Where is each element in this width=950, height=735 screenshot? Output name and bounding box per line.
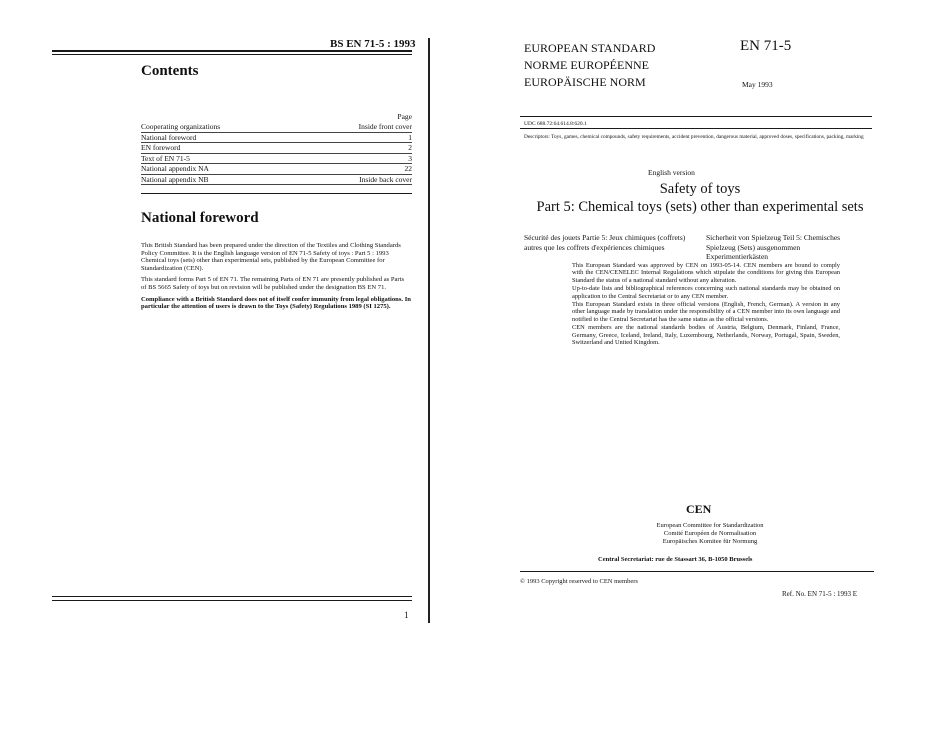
reference-number: Ref. No. EN 71-5 : 1993 E <box>782 590 858 598</box>
national-foreword-body <box>141 242 411 315</box>
german-title: Sicherheit von Spielzeug Teil 5: Chemisches Spielzeug (Sets) ausgenommen Experimentierkästen <box>706 233 841 261</box>
toc-entry-page: 2 <box>408 143 412 152</box>
body-paragraph: This European Standard exists in three official versions (English, French, German). A version in any other language made by translation under the responsibility of a CEN member into its own language and notified to the Central Secretariat has the same status as the official versions. <box>572 301 840 323</box>
footer-rule <box>52 596 412 597</box>
document-title <box>510 180 890 216</box>
french-title: Sécurité des jouets Partie 5: Jeux chimiques (coffrets) autres que les coffrets d'expériences chimiques <box>524 233 686 252</box>
udc-rule <box>520 116 872 117</box>
toc-entry-page: 1 <box>408 132 412 142</box>
toc-entry-page: 3 <box>408 153 412 163</box>
descriptors: Descriptors: Toys, games, chemical compounds, safety requirements, accident prevention, dangerous material, approved doses, specifications, packing, marking <box>524 134 864 140</box>
copyright: © 1993 Copyright reserved to CEN members <box>520 578 638 585</box>
title-line: Safety of toys <box>659 181 741 197</box>
cen-name-fr: Comité Européen de Normalisation <box>663 530 757 537</box>
toc-entry-page: Inside back cover <box>359 174 412 184</box>
header-rule-thin <box>52 54 412 55</box>
toc-entry-title: EN foreword <box>141 143 181 152</box>
cen-names <box>620 522 800 546</box>
standard-code: EN 71-5 <box>740 38 792 54</box>
footer-rule-thin <box>52 600 412 601</box>
copyright-rule <box>520 571 874 572</box>
toc-row[interactable] <box>141 175 412 186</box>
standard-name-de: EUROPÄISCHE NORM <box>524 75 646 89</box>
foreword-paragraph: This British Standard has been prepared under the direction of the Textiles and Clothing Standards Policy Committee. It is the English language version of EN 71-5 Safety of toys : Part 5 : 1993 Chemical toys (sets) other than experimental sets, published by the European Committee for Standardization (CEN). <box>141 242 401 272</box>
toc-entry-title: National foreword <box>141 132 197 142</box>
toc-row[interactable] <box>141 122 412 133</box>
toc-entry-page: Inside front cover <box>358 122 412 131</box>
standard-name-fr: NORME EUROPÉENNE <box>524 58 649 72</box>
section-rule <box>141 193 412 194</box>
cen-heading: CEN <box>686 502 712 516</box>
body-paragraph: This European Standard was approved by CEN on 1993-05-14. CEN members are bound to comply with the CEN/CENELEC Internal Regulations which stipulate the conditions for giving this European Standard the status of a national standard without any alteration. <box>572 262 840 284</box>
contents-title: Contents <box>141 63 199 79</box>
foreword-paragraph: This standard forms Part 5 of EN 71. The remaining Parts of EN 71 are presently published as Parts of BS 5665 Safety of toys but on revision will be published under the designation BS EN 71. <box>141 276 405 291</box>
toc-row[interactable] <box>141 143 412 154</box>
cen-name-en: European Committee for Standardization <box>656 522 764 529</box>
central-secretariat: Central Secretariat: rue de Stassart 36, B-1050 Brussels <box>598 556 753 563</box>
toc-entry-title: Cooperating organizations <box>141 122 221 131</box>
udc-code: UDC 688.72:64.614.8:620.1 <box>524 121 587 127</box>
page-number: 1 <box>404 610 409 620</box>
table-of-contents <box>141 112 412 185</box>
descriptors-rule <box>520 128 872 129</box>
title-line: Part 5: Chemical toys (sets) other than experimental sets <box>536 199 864 215</box>
standard-name-en: EUROPEAN STANDARD <box>524 41 656 55</box>
toc-entry-title: National appendix NB <box>141 174 209 184</box>
national-foreword-title: National foreword <box>141 210 259 226</box>
body-paragraph: CEN members are the national standards bodies of Austria, Belgium, Denmark, Finland, France, Germany, Greece, Iceland, Ireland, Italy, Luxembourg, Netherlands, Norway, Portugal, Spain, Sweden, Switzerland and United Kingdom. <box>572 324 840 347</box>
header-rule-thick <box>52 50 412 52</box>
approval-text <box>572 262 840 347</box>
toc-row[interactable] <box>141 164 412 175</box>
standard-names <box>524 40 655 91</box>
body-paragraph: Up-to-date lists and bibliographical references concerning such national standards may be obtained on application to the Central Secretariat or to any CEN member. <box>572 285 840 300</box>
compliance-statement: Compliance with a British Standard does not of itself confer immunity from legal obligations. In particular the attention of users is drawn to the Toys (Safety) Regulations 1989 (SI 1275). <box>141 295 411 311</box>
publication-date: May 1993 <box>742 80 773 89</box>
toc-entry-title: National appendix NA <box>141 164 209 173</box>
toc-entry-title: Text of EN 71-5 <box>141 153 190 163</box>
cen-name-de: Europäisches Komitee für Normung <box>662 538 758 545</box>
english-version-label: English version <box>648 168 695 177</box>
page-divider <box>428 38 430 623</box>
left-page-header: BS EN 71-5 : 1993 <box>330 38 416 50</box>
toc-row[interactable] <box>141 133 412 144</box>
toc-row[interactable] <box>141 154 412 165</box>
toc-entry-page: 22 <box>404 164 412 173</box>
toc-page-header: Page <box>397 112 412 121</box>
